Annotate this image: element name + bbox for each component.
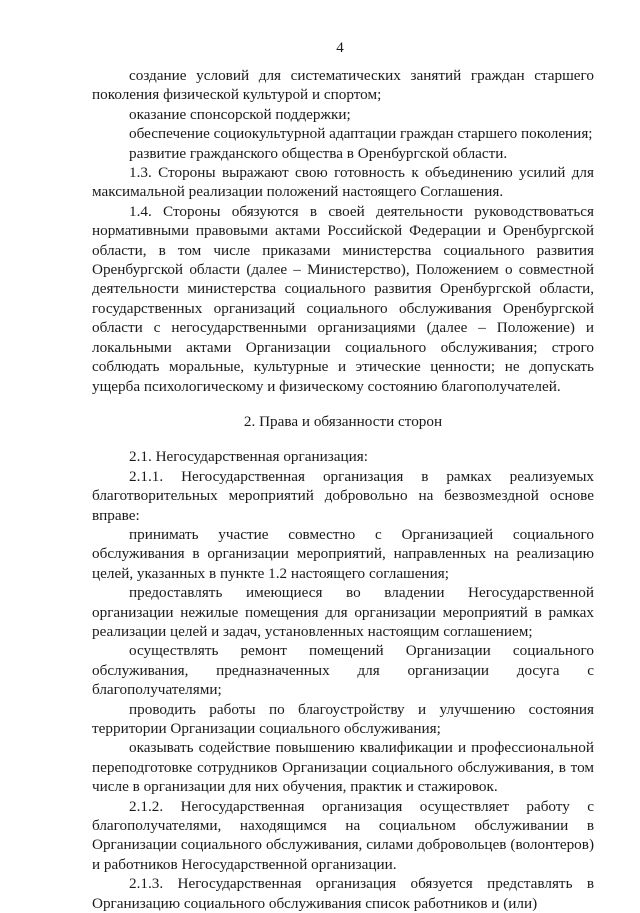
paragraph: 1.3. Стороны выражают свою готовность к объединению усилий для максимальной реализации положений настоящего Соглашения. xyxy=(92,164,594,201)
paragraph: принимать участие совместно с Организацией социального обслуживания в организации мероприятий, направленных на реализацию целей, указанных в пункте 1.2 настоящего соглашения; xyxy=(92,525,594,582)
paragraph: проводить работы по благоустройству и улучшению состояния территории Организации социального обслуживания; xyxy=(92,700,594,737)
paragraph: 2.1.2. Негосударственная организация осуществляет работу с благополучателями, находящимся на социальном обслуживании в Организации социального обслуживания, силами добровольцев (волонтеров) и работников Негосударственной организации. xyxy=(92,797,594,873)
section-heading: 2. Права и обязанности сторон xyxy=(243,412,443,430)
page-number: 4 xyxy=(336,40,344,56)
paragraph: 2.1.1. Негосударственная организация в рамках реализуемых благотворительных мероприятий добровольно на безвозмездной основе вправе: xyxy=(92,467,594,524)
paragraph: оказание спонсорской поддержки; xyxy=(129,105,351,123)
paragraph: 1.4. Стороны обязуются в своей деятельности руководствоваться нормативными правовыми актами Российской Федерации и Оренбургской области, в том числе приказами министерства социального развития Оренбургской области (далее – Министерство), Положением о совместной деятельности министерства социального развития Оренбургской области, государственных организаций социального обслуживания Оренбургской области с негосударственными организациями (далее – Положение) и локальными актами Организации социального обслуживания; строго соблюдать моральные, культурные и этические ценности; не допускать ущерба психологическому и физическому состоянию благополучателей. xyxy=(92,202,594,395)
document-body xyxy=(92,66,594,913)
paragraph: развитие гражданского общества в Оренбургской области. xyxy=(129,144,508,162)
paragraph: создание условий для систематических занятий граждан старшего поколения физической культурой и спортом; xyxy=(92,67,594,104)
paragraph: оказывать содействие повышению квалификации и профессиональной переподготовке сотрудников Организации социального обслуживания, в том числе в организации для них обучения, практик и стажировок. xyxy=(92,739,594,796)
paragraph: осуществлять ремонт помещений Организации социального обслуживания, предназначенных для организации досуга с благополучателями; xyxy=(92,642,594,699)
paragraph: 2.1.3. Негосударственная организация обязуется представлять в Организацию социального обслуживания список работников и (или) xyxy=(92,875,594,912)
paragraph: предоставлять имеющиеся во владении Негосударственной организации нежилые помещения для организации мероприятий в рамках реализации целей и задач, установленных настоящим соглашением; xyxy=(92,584,594,640)
paragraph: обеспечение социокультурной адаптации граждан старшего поколения; xyxy=(129,125,593,143)
paragraph: 2.1. Негосударственная организация: xyxy=(129,448,368,466)
